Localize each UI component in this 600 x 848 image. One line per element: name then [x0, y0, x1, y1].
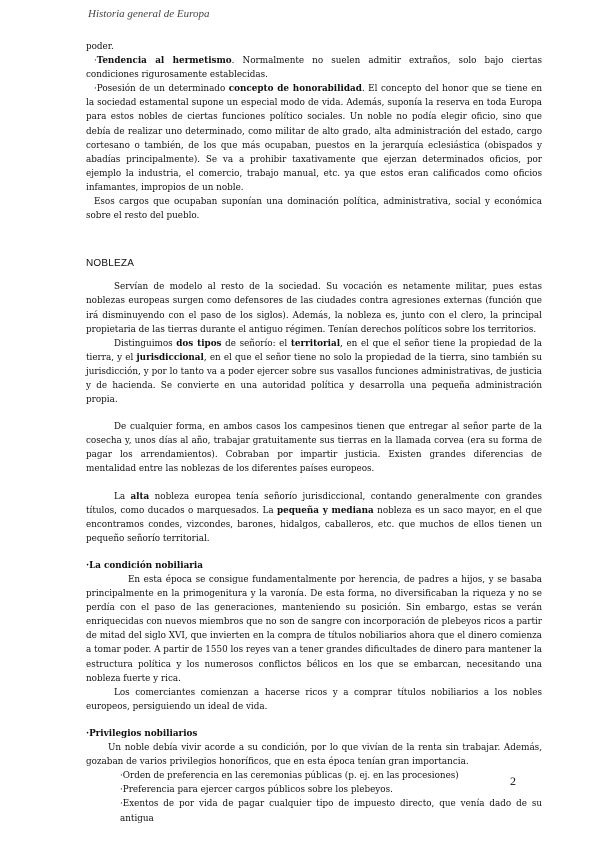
continuation-line: poder. [86, 42, 114, 52]
term-alta: alta [130, 491, 150, 502]
list-item: ·Preferencia para ejercer cargos públicos sobre los plebeyos. [120, 785, 393, 796]
paragraph-cargos: Esos cargos que ocupaban suponían una dominación política, administrativa, social y económica sobre el resto del pueblo. [86, 197, 542, 222]
list-item: ·Exentos de por vida de pagar cualquier tipo de impuesto directo, que venía dado de su antigua [120, 799, 542, 824]
paragraph-tipos-senorio: Distinguimos dos tipos de señorío: el territorial, en el que el señor tiene la propiedad de la tierra, y el jurisdiccional, en el que el señor tiene no solo la propiedad de la tierra, sino también su jurisdicción, y por lo tanto va a poder ejercer sobre sus vasallos funciones administrativas, de justicia y de hacienda. Se convierte en una autoridad política y desarrolla una pequeña administración propia. [86, 338, 542, 406]
running-header: Historia general de Europa [88, 8, 210, 20]
document-body [86, 40, 542, 826]
list-item: ·Orden de preferencia en las ceremonias públicas (p. ej. en las procesiones) [120, 771, 459, 782]
paragraph-honorabilidad: ·Posesión de un determinado concepto de honorabilidad. El concepto del honor que se tiene en la sociedad estamental supone un especial modo de vida. Además, suponía la reserva en toda Europa para estos nobles de ciertas funciones político sociales. Un noble no podía elegir oficio, sino que debía de realizar uno determinado, como militar de alto grado, alta administración del estado, cargo cortesano o también, de los que más ocupaban, puestos en la jerarquía eclesiástica (obispados y abadías principalmente). Se va a prohibir taxativamente que ejerzan determinados oficios, por ejemplo la industria, el comercio, trabajo manual, etc. ya que estos eran calificados como oficios infamantes, impropios de un noble. [86, 84, 542, 193]
term-honorabilidad: concepto de honorabilidad [228, 84, 362, 95]
section-title-nobleza: NOBLEZA [86, 258, 135, 270]
paragraph-nobleza-modelo: Servían de modelo al resto de la sociedad. Su vocación es netamente militar, pues estas noblezas europeas surgen como defensores de las ciudades contra agresiones externas (función que irá disminuyendo con el paso de los siglos). Además, la nobleza es, junto con el clero, la principal propietaria de las tierras durante el antiguo régimen. Tenían derechos políticos sobre los territorios. [86, 282, 542, 335]
term-hermetismo: Tendencia al hermetismo [96, 56, 232, 67]
paragraph-campesinos: De cualquier forma, en ambos casos los campesinos tienen que entregar al señor parte de la cosecha y, unos días al año, trabajar gratuitamente sus tierras en la llamada corvea (era su forma de pagar los arrendamientos). Cobraban por impartir justicia. Existen grandes diferencias de mentalidad entre las noblezas de los diferentes países europeos. [86, 422, 542, 475]
term-dos-tipos: dos tipos [176, 338, 222, 349]
subheading-privilegios: ·Privilegios nobiliarios [86, 728, 198, 739]
paragraph-condicion: En esta época se consigue fundamentalmente por herencia, de padres a hijos, y se basaba principalmente en la primogenitura y la varonía. De esta forma, no diversificaban la riqueza y no se perdía con el paso de las generaciones, manteniendo su posición. Sin embargo, estas se verán enriquecidas con nuevos miembros que no son de sangre con incorporación de plebeyos ricos a partir de mitad del siglo XVI, que invierten en la compra de títulos nobiliarios ahora que el dinero comienza a tomar poder. A partir de 1550 los reyes van a tener grandes dificultades de dinero para mantener la estructura política y los numerosos conflictos bélicos en los que se embarcan, necesitando una nobleza fuerte y rica. [86, 575, 542, 684]
paragraph-privilegios: Un noble debía vivir acorde a su condición, por lo que vivían de la renta sin trabajar. Además, gozaban de varios privilegios honoríficos, que en esta época tenían gran importancia. [86, 743, 542, 768]
paragraph-hermetismo: ·Tendencia al hermetismo. Normalmente no suelen admitir extraños, solo bajo ciertas condiciones rigurosamente establecidas. [86, 56, 542, 81]
term-pequena-mediana: pequeña y mediana [277, 505, 374, 516]
term-jurisdiccional: jurisdiccional [136, 352, 204, 363]
paragraph-alta-nobleza: La alta nobleza europea tenía señorío jurisdiccional, contando generalmente con grandes títulos, como ducados o marquesados. La pequeña y mediana nobleza es un saco mayor, en el que encontramos condes, vizcondes, barones, hidalgos, caballeros, etc. que muchos de ellos tienen un pequeño señorío territorial. [86, 491, 542, 544]
term-territorial: territorial [290, 338, 341, 349]
page-number: 2 [510, 774, 516, 788]
privileges-list [120, 769, 542, 825]
paragraph-comerciantes: Los comerciantes comienzan a hacerse ricos y a comprar títulos nobiliarios a los nobles europeos, persiguiendo un ideal de vida. [86, 687, 542, 712]
subheading-condicion: ·La condición nobiliaria [86, 560, 203, 571]
